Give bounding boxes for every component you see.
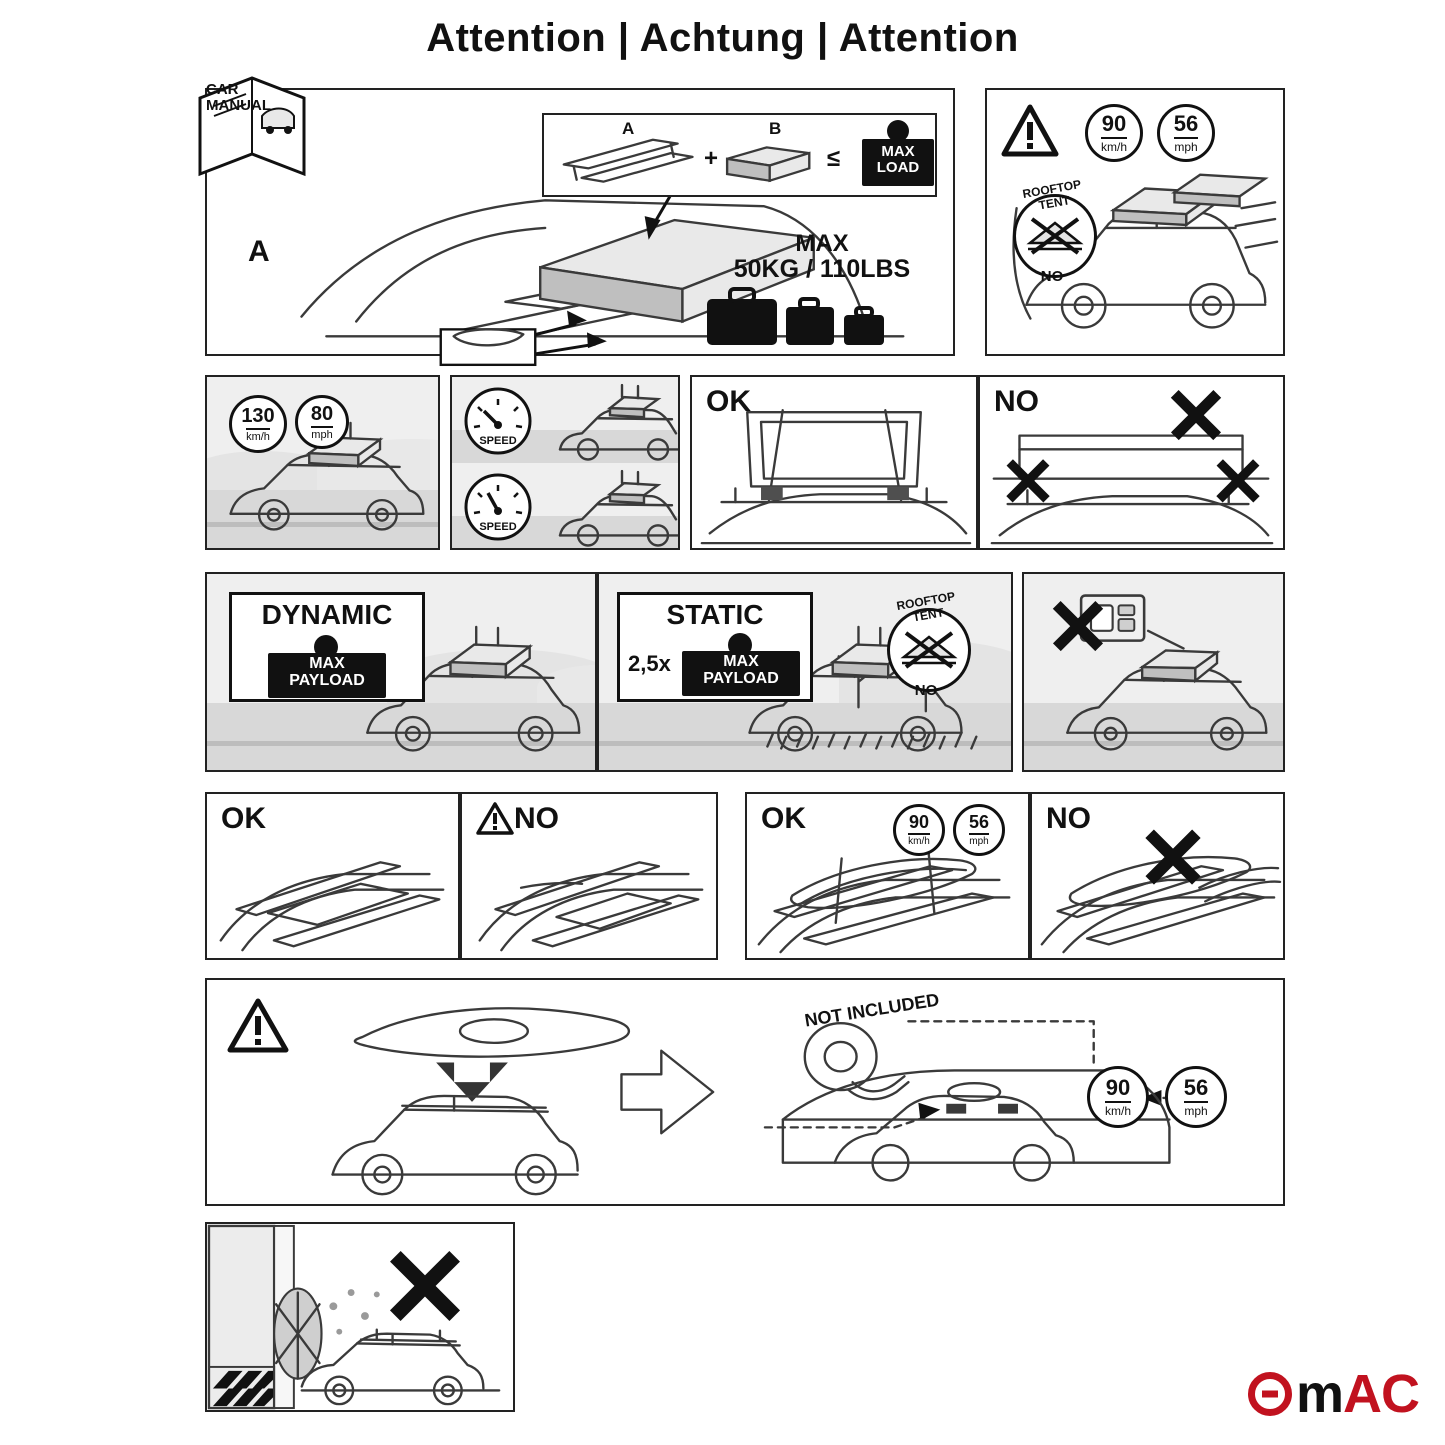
formula-item-a: A bbox=[622, 119, 635, 138]
no-label: NO bbox=[994, 385, 1039, 418]
panel-no-keyless bbox=[1022, 572, 1285, 772]
ok-label: OK bbox=[221, 802, 266, 835]
warning-triangle-icon bbox=[1001, 104, 1059, 158]
speed-badge-mph: 56 mph bbox=[953, 804, 1005, 856]
formula-less-equal: ≤ bbox=[827, 145, 841, 172]
max-payload-badge: MAX PAYLOAD bbox=[682, 651, 800, 696]
panel-no-car-wash bbox=[205, 1222, 515, 1412]
panel-no-sunroof bbox=[460, 792, 718, 960]
max-weight-title: MAX bbox=[795, 230, 849, 257]
warning-triangle-icon bbox=[227, 998, 289, 1054]
panel-manual-mounting bbox=[205, 81, 955, 356]
formula-item-b: B bbox=[769, 119, 782, 138]
max-load-badge: MAX LOAD bbox=[862, 139, 934, 186]
x-mark-icon bbox=[1002, 455, 1054, 507]
warning-triangle-icon bbox=[476, 802, 514, 836]
label-a: A bbox=[248, 235, 270, 268]
car-manual-icon bbox=[192, 70, 312, 190]
panel-speed-gauges bbox=[450, 375, 680, 550]
panel-ok-cargo-strapped bbox=[690, 375, 978, 550]
speed-badge-kmh: 90 km/h bbox=[1087, 1066, 1149, 1128]
x-mark-icon bbox=[1212, 455, 1264, 507]
speed-badge-kmh: 90 km/h bbox=[1085, 104, 1143, 162]
dynamic-heading: DYNAMIC bbox=[261, 599, 393, 630]
speed-badge-mph: 80 mph bbox=[295, 395, 349, 449]
car-manual-label: CAR MANUAL bbox=[206, 81, 271, 114]
panel-no-surfboards bbox=[1030, 792, 1285, 960]
gauge-label-bottom: SPEED bbox=[479, 520, 517, 533]
panel-speed-limit bbox=[205, 375, 440, 550]
static-card bbox=[617, 592, 813, 702]
panel-no-rooftop-tent bbox=[985, 88, 1285, 356]
brand-name-part1: m bbox=[1295, 1364, 1343, 1424]
no-label: NO bbox=[1046, 802, 1091, 835]
max-payload-badge: MAX PAYLOAD bbox=[268, 653, 386, 698]
subpanel-max-load-formula bbox=[542, 113, 937, 197]
formula-plus: + bbox=[704, 145, 719, 172]
dynamic-card bbox=[229, 592, 425, 702]
speed-badge-kmh: 130 km/h bbox=[229, 395, 287, 453]
speed-badge-mph: 56 mph bbox=[1157, 104, 1215, 162]
brand-logo bbox=[1248, 1363, 1419, 1425]
brand-name-part2: AC bbox=[1343, 1364, 1419, 1424]
rooftop-tent-no-label: NO bbox=[914, 682, 938, 699]
panel-ok-sunroof bbox=[205, 792, 460, 960]
speed-badge-mph: 56 mph bbox=[1165, 1066, 1227, 1128]
gauge-scene-top bbox=[452, 377, 678, 465]
gauge-label-top: SPEED bbox=[479, 435, 517, 447]
max-weight-value: 50KG / 110LBS bbox=[733, 255, 911, 283]
static-multiplier: 2,5x bbox=[628, 651, 671, 676]
page-title: Attention | Achtung | Attention bbox=[426, 16, 1019, 60]
rooftop-tent-label: ROOFTOP TENT bbox=[895, 589, 957, 625]
ok-label: OK bbox=[761, 802, 806, 835]
rooftop-tent-no-label: NO bbox=[1040, 268, 1064, 285]
rooftop-tent-label: ROOFTOP TENT bbox=[1021, 177, 1083, 213]
panel-ok-surfboards bbox=[745, 792, 1030, 960]
no-car-wash-illustration bbox=[207, 1224, 513, 1410]
gauge-scene-bottom bbox=[452, 463, 678, 549]
ok-label: OK bbox=[706, 385, 751, 418]
x-mark-icon bbox=[1048, 596, 1108, 656]
panel-dynamic-load bbox=[205, 572, 597, 772]
omac-o-icon bbox=[1248, 1372, 1292, 1416]
panel-no-cargo-unsecured bbox=[978, 375, 1285, 550]
luggage-icons bbox=[702, 285, 947, 345]
x-mark-icon bbox=[1166, 385, 1226, 445]
x-mark-icon bbox=[383, 1244, 467, 1328]
panel-static-load bbox=[597, 572, 1013, 772]
no-label: NO bbox=[514, 802, 559, 835]
static-heading: STATIC bbox=[666, 599, 764, 630]
not-included-label: NOT INCLUDED bbox=[803, 989, 941, 1031]
x-mark-icon bbox=[1140, 824, 1206, 890]
panel-kayak-cover bbox=[205, 978, 1285, 1206]
speed-badge-kmh: 90 km/h bbox=[893, 804, 945, 856]
